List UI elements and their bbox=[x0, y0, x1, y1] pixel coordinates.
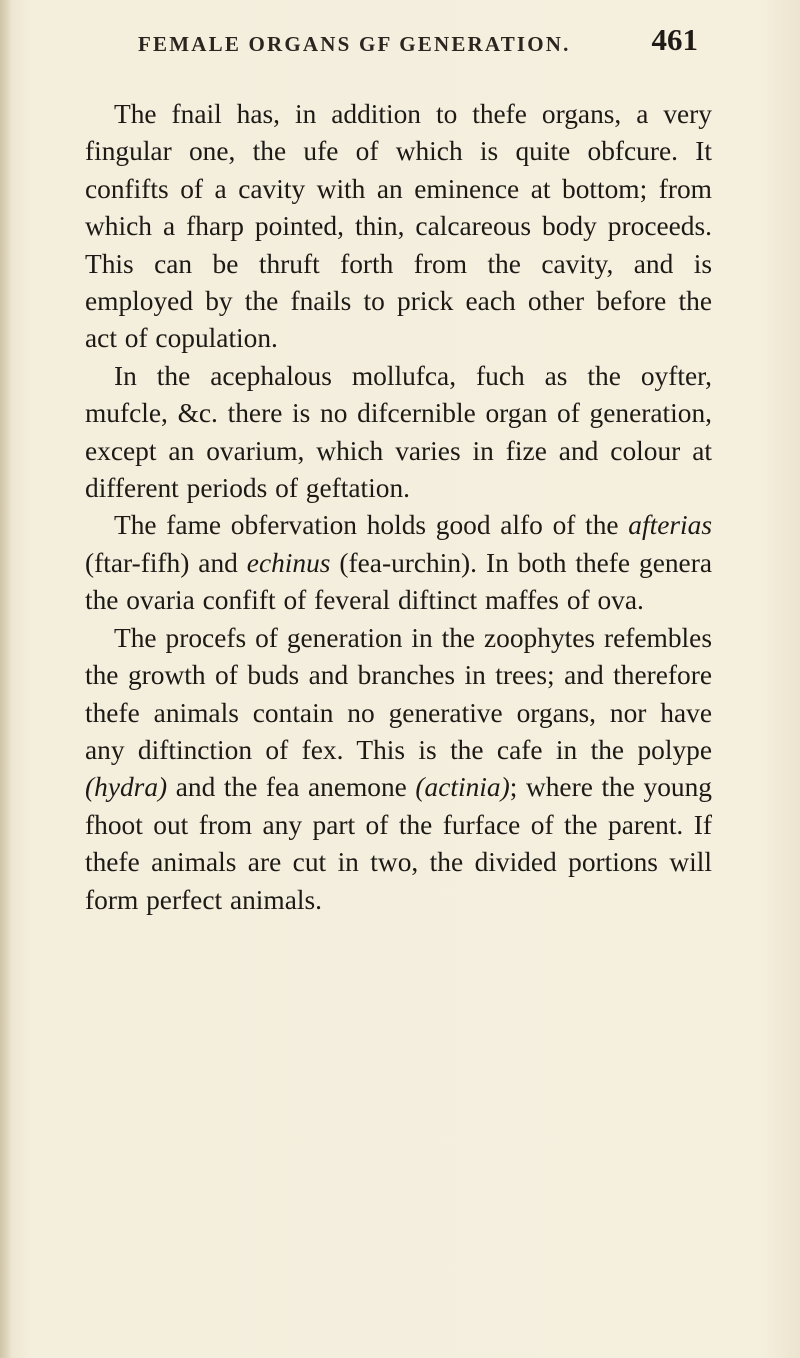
paragraph-asterias-echinus bbox=[85, 507, 712, 619]
italic-term: (hydra) bbox=[85, 772, 168, 803]
text-run: The fnail has, in addition to thefe organs, a very fingular one, the ufe of which is quite obfcure. It confifts of a cavity with an eminence at bottom; from which a fharp pointed, thin, calcareous body proceeds. This can be thruft forth from the cavity, and is employed by the fnails to prick each other before the act of copulation. bbox=[85, 99, 712, 354]
text-run: The fame obfervation holds good alfo of the bbox=[114, 510, 629, 541]
paragraph-acephalous-mollusca bbox=[85, 358, 712, 508]
text-run: The procefs of generation in the zoophytes refembles the growth of buds and branches in trees; and therefore thefe animals contain no generative organs, nor have any diftinction of fex. This is the cafe in the polype bbox=[85, 622, 712, 765]
body-text bbox=[85, 96, 712, 919]
italic-term: echinus bbox=[246, 547, 331, 578]
paragraph-snail bbox=[85, 96, 712, 358]
text-run: ; where the young fhoot out from any part of the furface of the parent. If thefe animals are cut in two, the divided portions will form perfect animals. bbox=[85, 772, 712, 915]
text-run: (ftar-fifh) and bbox=[85, 547, 247, 578]
paragraph-zoophytes bbox=[85, 620, 712, 919]
page-number: 461 bbox=[651, 22, 698, 57]
italic-term: afterias bbox=[628, 510, 712, 541]
text-run: and the fea anemone bbox=[167, 772, 416, 803]
page-header bbox=[138, 18, 698, 68]
italic-term: (actinia) bbox=[415, 772, 510, 803]
page-gutter-shadow bbox=[0, 0, 12, 1358]
text-run: (fea-urchin). In both thefe genera the ovaria confift of feveral diftinct maffes of ova. bbox=[85, 547, 712, 616]
running-head: FEMALE ORGANS GF GENERATION. bbox=[138, 32, 571, 56]
text-run: In the acephalous mollufca, fuch as the oyfter, mufcle, &c. there is no difcernible organ of generation, except an ovarium, which varies in fize and colour at different periods of geftation. bbox=[85, 360, 712, 504]
